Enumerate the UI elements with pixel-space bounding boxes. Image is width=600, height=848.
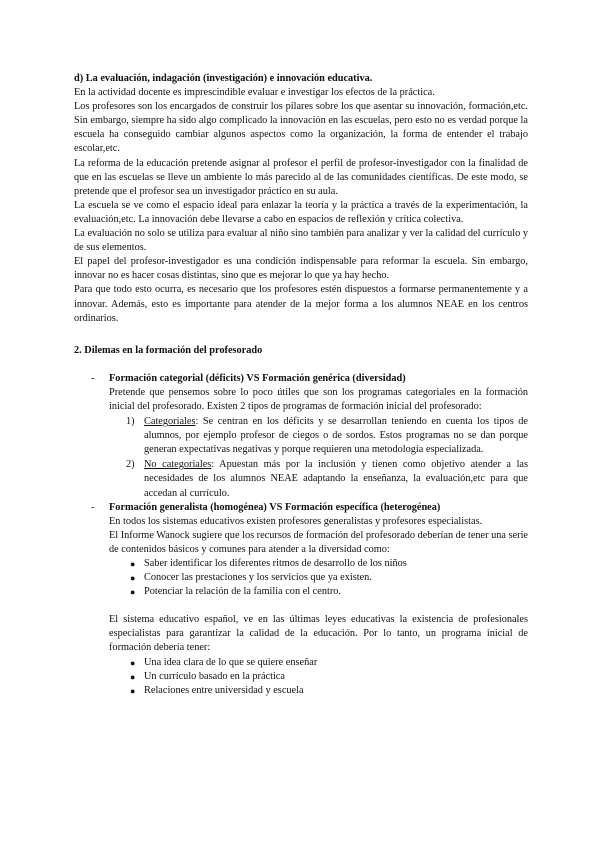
paragraph: Para que todo esto ocurra, es necesario que los profesores estén dispuestos a formarse permanentemente y a innovar. Además, esto es importante para atender de la mejor forma a los alumnos NEAE en los centros ordinarios. <box>74 284 528 324</box>
bullet-icon: ● <box>130 559 136 569</box>
dilemma-1-body: Pretende que pensemos sobre lo poco útiles que son los programas categoriales en la formación inicial del profesorado. Existen 2 tipos de programas de formación inicial del profesorado: <box>109 386 528 412</box>
list-item: ● Una idea clara de lo que se quiere enseñar <box>74 656 528 670</box>
numbered-item-2 <box>74 458 528 500</box>
bullet-icon: ● <box>130 573 136 584</box>
dilemma-2-body-2: El Informe Wanock sugiere que los recursos de formación del profesorado deberían de tener una serie de contenidos básicos y comunes para atender a la diversidad como: <box>109 529 528 555</box>
item-label: No categoriales <box>144 459 212 471</box>
paragraph: Los profesores son los encargados de construir los pilares sobre los que asentar su innovación, formación,etc. Sin embargo, siempre ha sido algo complicado la innovación en las escuelas, pero esto no es verdad porque la escuela ha conseguido cambiar algunos aspectos como la organización, la forma de entender el trabajo escolar,etc. <box>74 101 528 155</box>
dilemma-item-1 <box>74 372 528 414</box>
bullet-icon: ● <box>130 685 136 696</box>
list-item: ● Saber identificar los diferentes ritmos de desarrollo de los niños <box>74 557 528 571</box>
dilemma-1-title: Formación categorial (déficits) VS Formación genérica (diversidad) <box>109 372 406 384</box>
dilemma-2-title: Formación generalista (homogénea) VS Formación específica (heterogénea) <box>109 501 441 513</box>
bullet-list-1 <box>74 557 528 599</box>
bullet-icon: ● <box>130 587 136 598</box>
dilemma-2-body-3: El sistema educativo español, ve en las últimas leyes educativas la existencia de profesionales especialistas para garantizar la calidad de la educación. Por lo tanto, un programa inicial de formación debería tener: <box>109 614 528 654</box>
item-text: : Se centran en los déficits y se desarrollan teniendo en cuenta los tipos de alumnos, por ejemplo profesor de ciegos o de sordos. Estos programas no se dan porque generan expectativas negativas y porque requieren una metodología especializada. <box>144 416 528 456</box>
section-2-heading: 2. Dilemas en la formación del profesorado <box>74 344 263 356</box>
item-label: Categoriales <box>144 416 196 428</box>
section-d-heading: d) La evaluación, indagación (investigación) e innovación educativa. <box>74 73 373 84</box>
dilemma-2-body-1: En todos los sistemas educativos existen profesores generalistas y profesores especialistas. <box>109 515 483 527</box>
bullet-list-2 <box>74 656 528 698</box>
paragraph: La escuela se ve como el espacio ideal para enlazar la teoría y la práctica a través de la experimentación, la evaluación,etc. La innovación debe llevarse a cabo en espacios de reflexión y crítica colectiva. <box>74 199 528 225</box>
list-item: ● Un currículo basado en la práctica <box>74 670 528 684</box>
item-number: 2) <box>126 459 135 471</box>
list-item: ● Conocer las prestaciones y los servicios que ya existen. <box>74 571 528 585</box>
paragraph: En la actividad docente es imprescindible evaluar e investigar los efectos de la práctica. <box>74 87 435 99</box>
paragraph: La reforma de la educación pretende asignar al profesor el perfil de profesor-investigador con la finalidad de que en las escuelas se lleve un ambiente lo más parecido al de las comunidades científicas. De este modo, se pretende que el profesor sea un investigador práctico en su aula. <box>74 157 528 197</box>
paragraph: El papel del profesor-investigador es una condición indispensable para reformar la escuela. Sin embargo, innovar no es hacer cosas distintas, sino que es mejorar lo que ya hay hecho. <box>74 256 528 282</box>
list-item: ● Relaciones entre universidad y escuela <box>74 684 528 698</box>
item-text: : Apuestan más por la inclusión y tienen como objetivo atender a las necesidades de los alumnos NEAE adaptando la enseñanza, la evaluación,etc para que accedan al currículo. <box>144 459 529 499</box>
bullet-icon: ● <box>130 657 136 668</box>
dash-marker: - <box>91 372 95 384</box>
dash-marker: - <box>91 501 95 513</box>
list-item: ● Potenciar la relación de la familia con el centro. <box>74 585 528 599</box>
document-content <box>74 72 528 698</box>
paragraph: La evaluación no solo se utiliza para evaluar al niño sino también para analizar y ver la calidad del currículo y de sus elementos. <box>74 228 528 254</box>
dilemma-item-2-continued <box>74 613 528 655</box>
bullet-icon: ● <box>130 671 136 682</box>
dilemma-item-2 <box>74 501 528 557</box>
numbered-item-1 <box>74 415 528 457</box>
item-number: 1) <box>126 416 135 428</box>
